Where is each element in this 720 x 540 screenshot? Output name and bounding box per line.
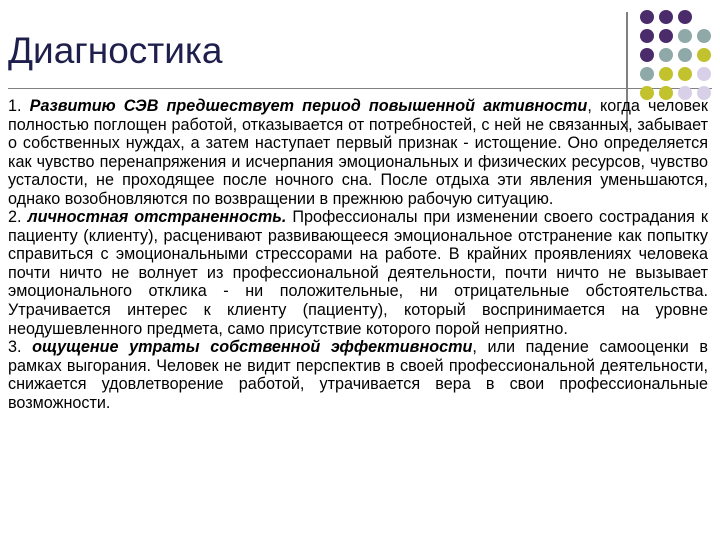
decorative-dot — [678, 67, 692, 81]
paragraph-number: 1. — [8, 97, 30, 115]
paragraph-2 — [8, 208, 708, 338]
paragraph-3 — [8, 338, 708, 412]
decorative-dot — [659, 29, 673, 43]
decorative-dot — [678, 29, 692, 43]
paragraph-1 — [8, 97, 708, 208]
slide-body — [8, 97, 708, 412]
paragraph-number: 2. — [8, 208, 28, 227]
decorative-dot — [678, 10, 692, 24]
decorative-dot — [640, 48, 654, 62]
decorative-dot — [697, 67, 711, 81]
decorative-dot — [697, 29, 711, 43]
emphasis-text: личностная отстраненность. — [27, 208, 287, 227]
decorative-dot — [640, 29, 654, 43]
decorative-dot — [659, 67, 673, 81]
paragraph-number: 3. — [8, 338, 33, 357]
paragraph-text: , когда человек полностью поглощен работой, отказывается от потребностей, с ней не связанных, забывает о собственных нуждах, а затем наступает первый признак - истощение. Оно определяется как чувство перенапряжения и исчерпания эмоциональных и физических ресурсов, чувство усталости, не проходящее после ночного сна. После отдыха эти явления уменьшаются, однако возобновляются по возвращении в прежнюю рабочую ситуацию. — [8, 97, 709, 208]
emphasis-text: ощущение утраты собственной эффективности — [32, 338, 473, 357]
decorative-dot — [640, 67, 654, 81]
decorative-dot — [640, 10, 654, 24]
emphasis-text: Развитию СЭВ предшествует период повышенной активности — [29, 97, 588, 115]
paragraph-text: Профессионалы при изменении своего сострадания к пациенту (клиенту), расценивают развивающееся эмоциональное отстранение как попытку справиться с эмоциональными стрессорами на работе. В крайних проявлениях человека почти ничто не волнует из профессиональной деятельности, почти ничто не вызывает эмоционального отклика - ни положительные, ни отрицательные обстоятельства. Утрачивается интерес к клиенту (пациенту), который воспринимается на уровне неодушевленного предмета, само присутствие которого порой неприятно. — [8, 208, 708, 338]
decorative-dot — [697, 48, 711, 62]
decorative-dot — [678, 48, 692, 62]
decorative-dot — [659, 10, 673, 24]
slide-title: Диагностика — [8, 30, 223, 71]
decorative-dot — [659, 48, 673, 62]
paragraph-text: , или падение самооценки в рамках выгорания. Человек не видит перспектив в своей профессиональной деятельности, снижается удовлетворение работой, утрачивается вера в свои профессиональные возможности. — [8, 338, 708, 412]
horizontal-divider — [8, 88, 712, 89]
